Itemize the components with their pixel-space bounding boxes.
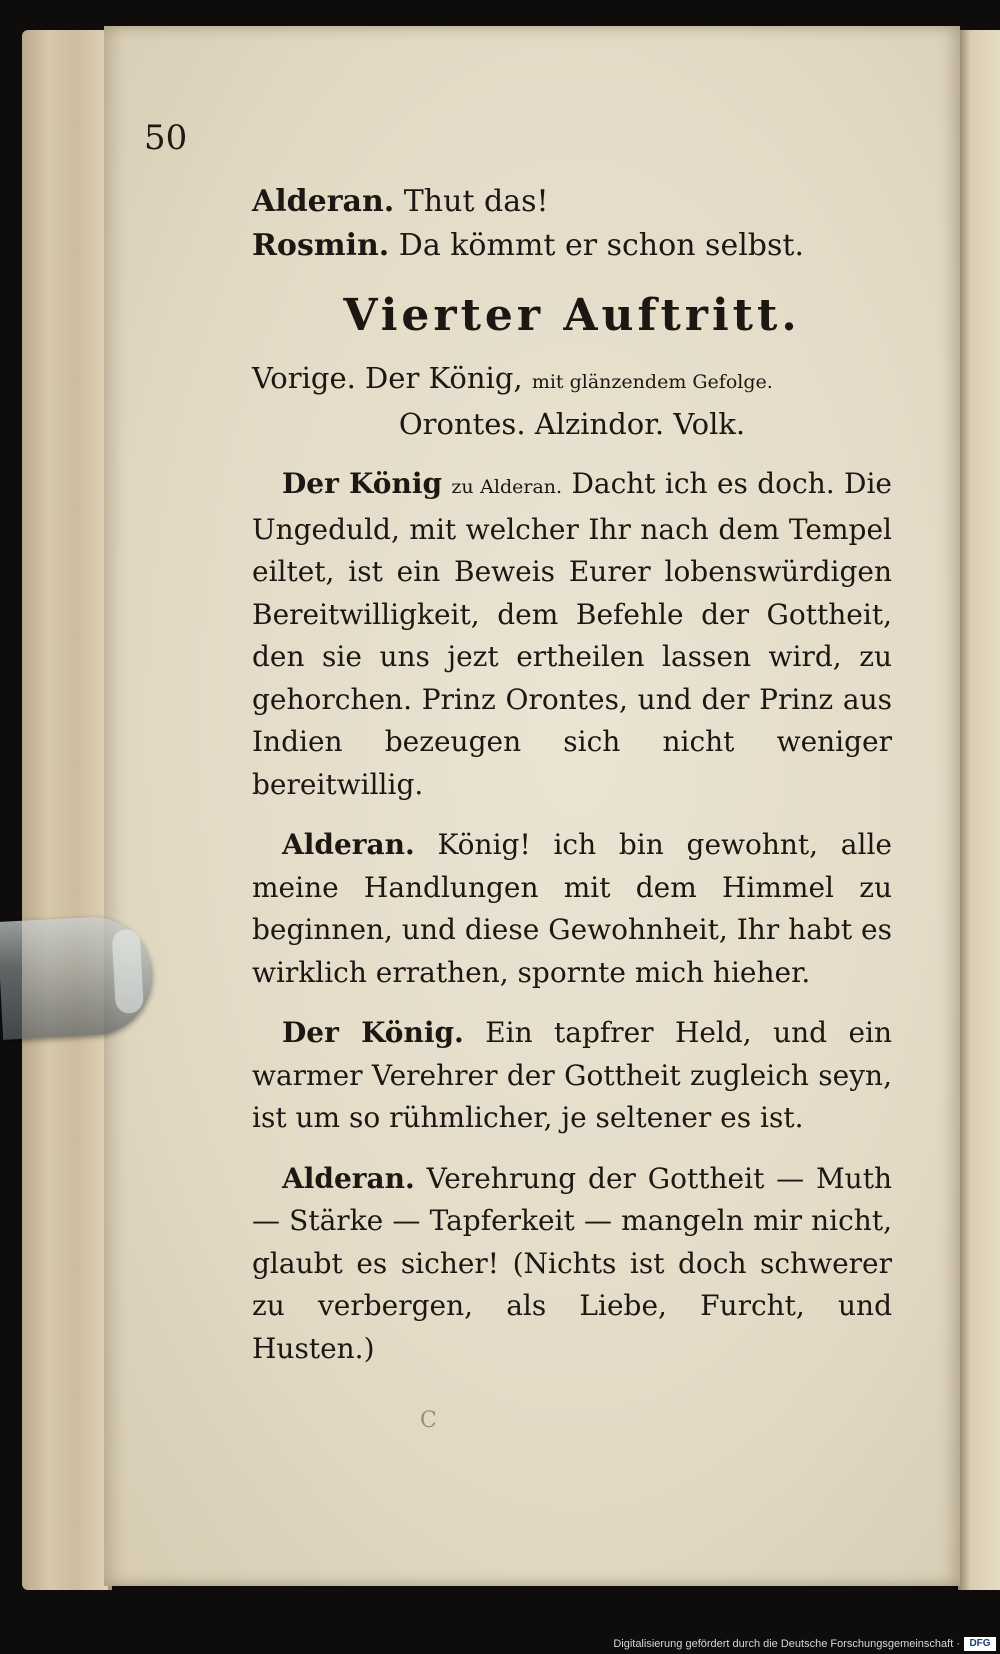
dialogue-text: Da kömmt er schon selbst. [398, 228, 804, 263]
speaker-name: Der König [282, 467, 443, 500]
speech-paragraph [252, 824, 892, 994]
speaker-name: Alderan. [282, 828, 415, 861]
speech-text: König! ich bin gewohnt, alle meine Handlungen mit dem Himmel zu beginnen, und diese Gewohnheit, Ihr habt es wirklich errathen, spornte mich hieher. [252, 828, 892, 989]
speech-paragraph [252, 1012, 892, 1140]
speech-paragraph [252, 1158, 892, 1371]
page-text [252, 180, 892, 1370]
cast-list-line [252, 357, 892, 403]
cast-list-line: Orontes. Alzindor. Volk. [398, 407, 746, 441]
scene-heading: Vierter Auftritt. [343, 290, 801, 341]
dialogue-line [252, 224, 892, 268]
digitization-credit: Digitalisierung gefördert durch die Deutsche Forschungsgemeinschaft · [613, 1638, 960, 1650]
speaker-name: Der König. [282, 1016, 464, 1049]
speech-text: Verehrung der Gottheit — Muth — Stärke — Tapferkeit — mangeln mir nicht, glaubt es sicher! (Nichts ist doch schwerer zu verbergen, als Liebe, Furcht, und Husten.) [252, 1161, 893, 1365]
dialogue-line [252, 180, 892, 224]
cast-list-main: Vorige. Der König, [252, 361, 523, 395]
speech-text: Ein tapfrer Held, und ein warmer Verehrer der Gottheit zugleich seyn, ist um so rühmlicher, je seltener es ist. [252, 1016, 893, 1134]
dialogue-text: Thut das! [403, 184, 549, 219]
dfg-logo: DFG [964, 1637, 996, 1651]
speaker-name: Alderan. [252, 184, 395, 219]
speech-paragraph [252, 463, 892, 806]
speech-text: Dacht ich es doch. Die Ungeduld, mit welcher Ihr nach dem Tempel eiltet, ist ein Beweis Eurer lobenswürdigen Bereitwilligkeit, dem Befehle der Gottheit, den sie uns jezt ertheilen lassen wird, zu gehorchen. Prinz Orontes, und der Prinz aus Indien bezeugen sich nicht weniger bereitwillig. [252, 467, 892, 801]
speaker-name: Rosmin. [252, 228, 390, 263]
speaker-name: Alderan. [282, 1161, 415, 1195]
facing-page-edge [958, 30, 1000, 1590]
page-stack-edge [22, 30, 112, 1590]
page-number: 50 [144, 118, 188, 158]
cast-list-note: mit glänzendem Gefolge. [531, 371, 773, 393]
stage-direction: zu Alderan. [451, 476, 563, 498]
catchword: C [420, 1408, 437, 1433]
